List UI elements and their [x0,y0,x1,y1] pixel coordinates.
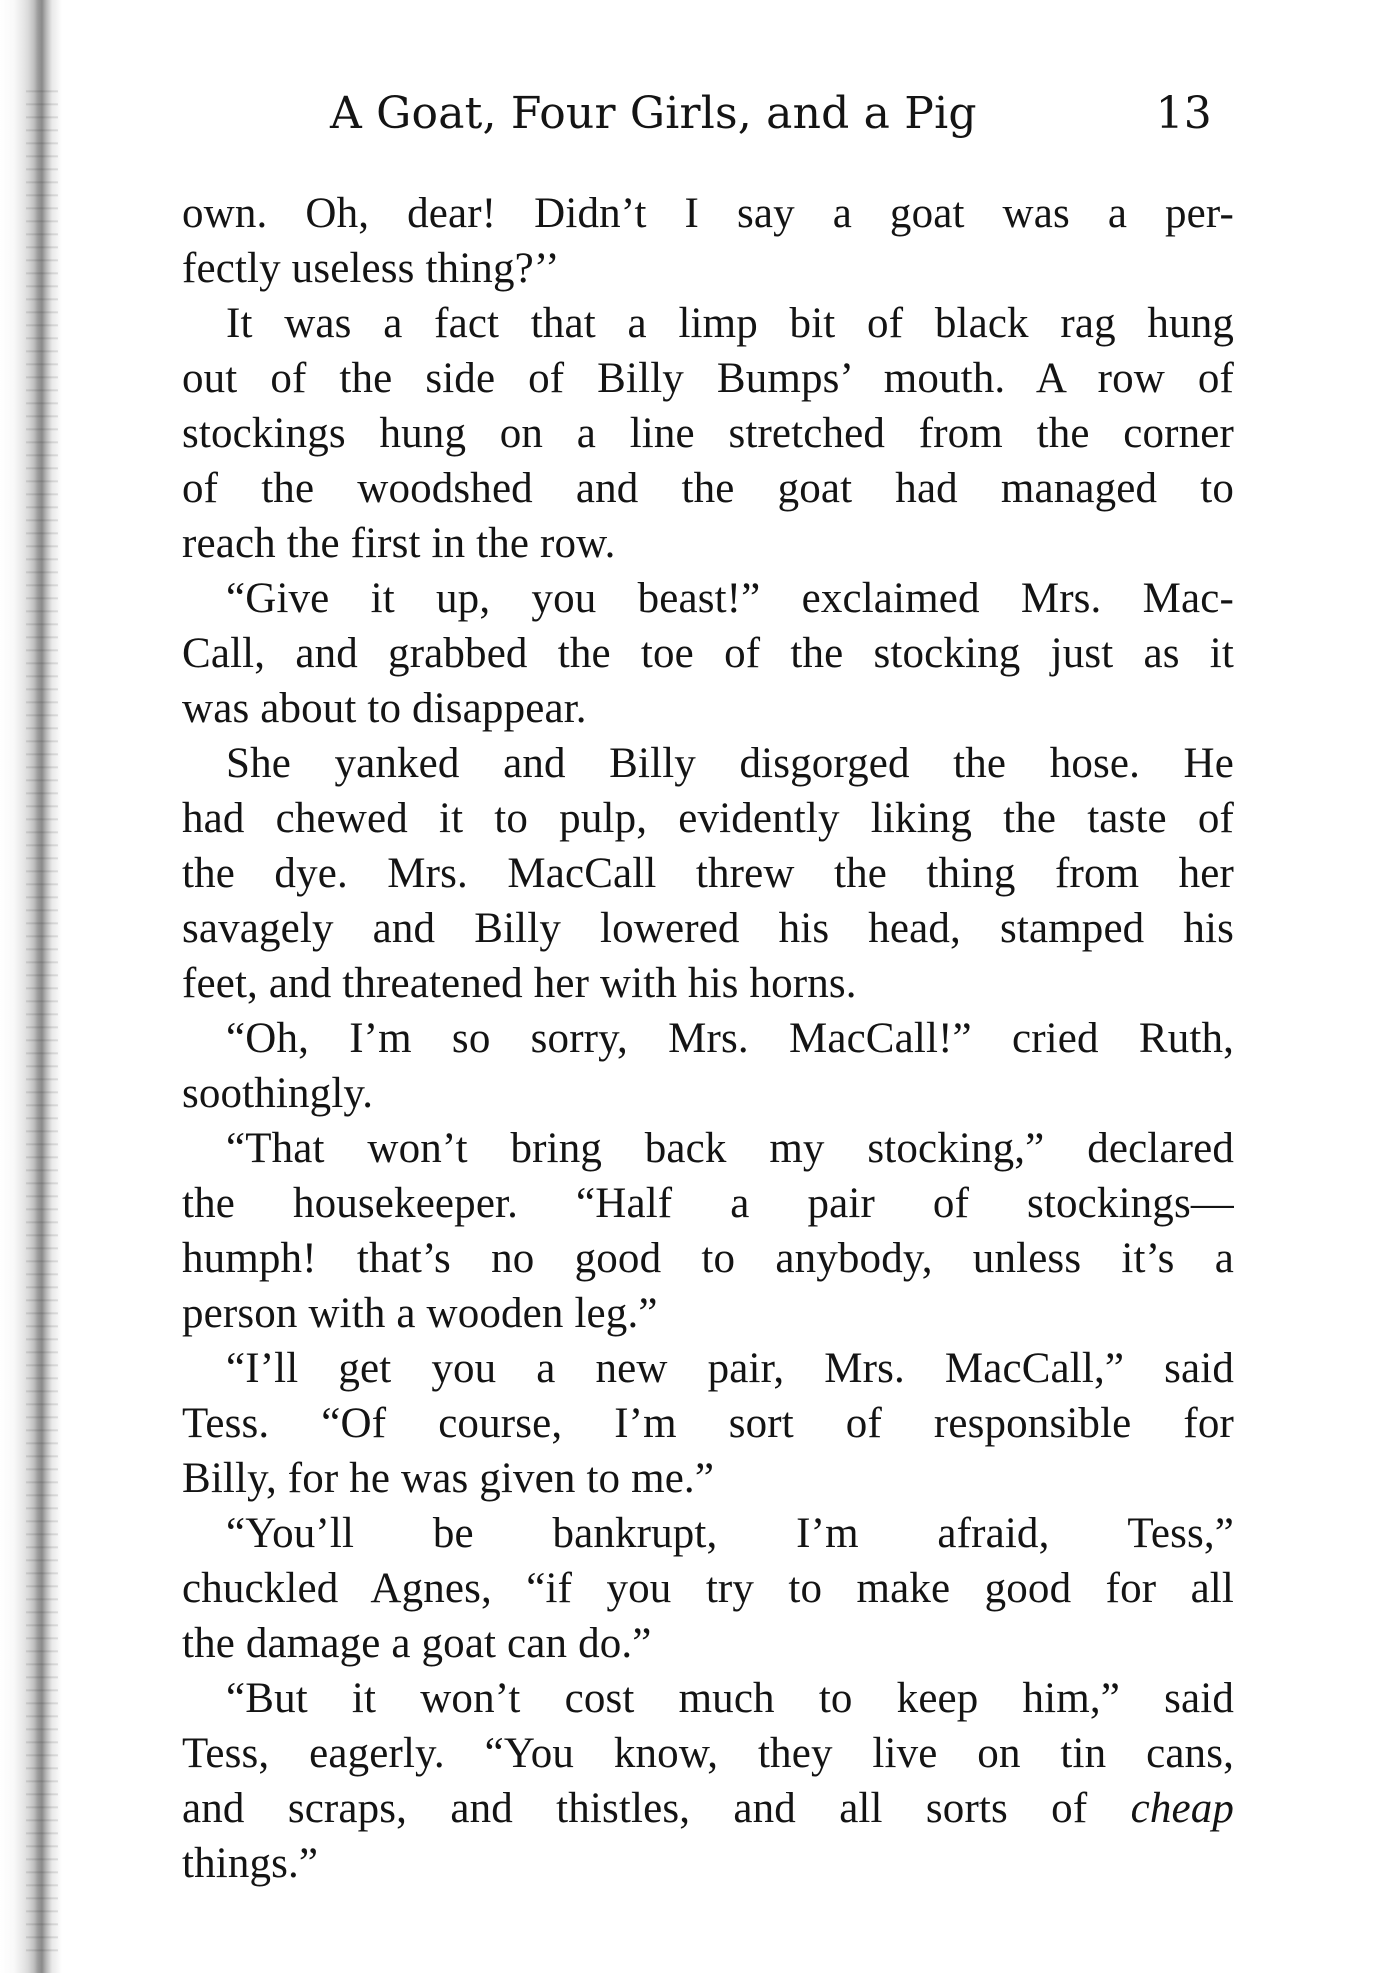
text-line: the damage a goat can do.” [182,1620,652,1667]
text-line: Tess. “Of course, I’m sort of responsible for [182,1400,1234,1447]
text-line-leading: and scraps, and thistles, and all sorts of [182,1785,1131,1832]
running-head: A Goat, Four Girls, and a Pig [330,88,977,139]
text-line: “Oh, I’m so sorry, Mrs. MacCall!” cried Ruth, [226,1015,1234,1062]
body-text [182,186,1234,1891]
text-line: feet, and threatened her with his horns. [182,960,857,1007]
text-line: person with a wooden leg.” [182,1290,658,1337]
page-header [330,88,1230,162]
emphasis-word: cheap [1130,1785,1234,1832]
text-line: “Give it up, you beast!” exclaimed Mrs. Mac- [226,575,1234,622]
text-line [182,1781,1234,1836]
text-line: “I’ll get you a new pair, Mrs. MacCall,” said [226,1345,1234,1392]
text-line: stockings hung on a line stretched from the corner [182,410,1234,457]
text-line: of the woodshed and the goat had managed to [182,465,1234,512]
text-line: She yanked and Billy disgorged the hose. He [226,740,1234,787]
text-line: things.” [182,1840,319,1887]
text-line: It was a fact that a limp bit of black rag hung [226,300,1234,347]
text-line: was about to disappear. [182,685,587,732]
text-line: fectly useless thing?’’ [182,245,560,292]
text-line: had chewed it to pulp, evidently liking the taste of [182,795,1234,842]
page-number: 13 [1155,88,1212,139]
text-line: “That won’t bring back my stocking,” declared [226,1125,1234,1172]
text-line: “But it won’t cost much to keep him,” said [226,1675,1234,1722]
text-line: the dye. Mrs. MacCall threw the thing from her [182,850,1234,897]
text-line: “You’ll be bankrupt, I’m afraid, Tess,” [226,1510,1234,1557]
text-line: Billy, for he was given to me.” [182,1455,715,1502]
book-binding-texture [26,80,58,1960]
text-line: soothingly. [182,1070,374,1117]
text-line: humph! that’s no good to anybody, unless it’s a [182,1235,1234,1282]
text-line: reach the first in the row. [182,520,616,567]
text-line: own. Oh, dear! Didn’t I say a goat was a per- [182,190,1234,237]
text-line: Tess, eagerly. “You know, they live on tin cans, [182,1730,1234,1777]
text-line: the housekeeper. “Half a pair of stockings— [182,1180,1234,1227]
text-line: chuckled Agnes, “if you try to make good for all [182,1565,1234,1612]
text-line: Call, and grabbed the toe of the stocking just as it [182,630,1234,677]
text-line: savagely and Billy lowered his head, stamped his [182,905,1234,952]
text-line: out of the side of Billy Bumps’ mouth. A row of [182,355,1234,402]
